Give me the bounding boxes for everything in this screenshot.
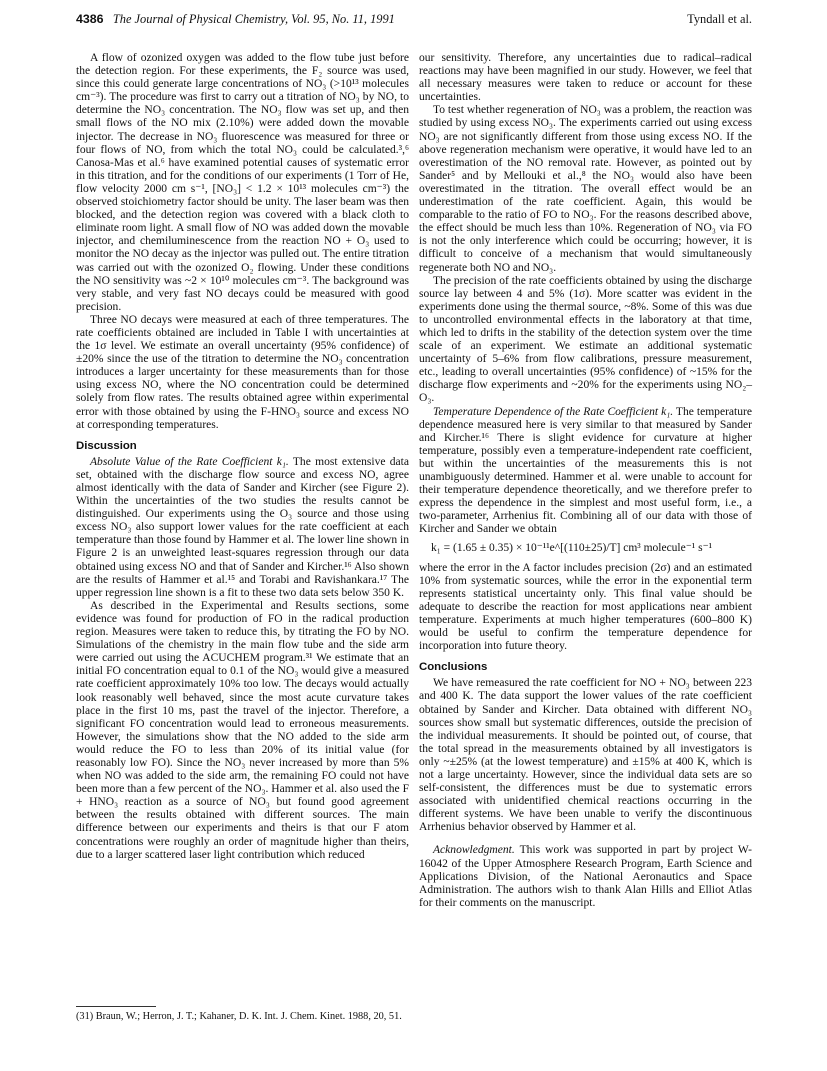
paragraph: Three NO decays were measured at each of three temperatures. The rate coefficients obtained are included in Table I with uncertainties at the 1σ level. We estimate an overall uncertainty (95% confidence) of ±20% since the use of the titration to determine the NO₃ concentration introduces a larger uncertainty for these measurements than for those using excess NO, where the NO concentration could be determined solely from flow rates. The results obtained agree within experimental error with those obtained by using the F-HNO₃ source and excess NO at corresponding temperatures. — [76, 313, 409, 431]
paragraph-text: The temperature dependence measured here is very similar to that measured by Sander and Kircher.¹⁶ There is slight evidence for curvature at higher temperature, possibly even a temperature-independent rate coefficient, but within the uncertainties of the measurements this is not unambiguously determined. Hammer et al. were unable to account for their temperature dependence theoretically, and we therefore prefer to express the dependence in the simplest and most useful form, i.e., a two-parameter, Arrhenius fit. Combining all of our data with those of Kircher and Sander we obtain — [419, 405, 752, 536]
paragraph: our sensitivity. Therefore, any uncertainties due to radical–radical reactions may have been magnified in our study. However, we feel that all necessary measures were taken to reduce or account for these uncertainties. — [419, 52, 752, 104]
conclusions-heading: Conclusions — [419, 661, 488, 674]
acknowledgment — [419, 844, 752, 909]
paragraph — [76, 456, 409, 600]
acknowledgment-text: This work was supported in part by project W-16042 of the Upper Atmosphere Research Program, Earth Science and Applications Division, of the National Aeronautics and Space Administration. The authors wish to thank Alan Hills and Elliot Atlas for their comments on the manuscript. — [419, 844, 752, 909]
arrhenius-equation: k₁ = (1.65 ± 0.35) × 10⁻¹¹e^[(110±25)/T] cm³ molecule⁻¹ s⁻¹ — [431, 542, 713, 555]
subsection-heading: Absolute Value of the Rate Coefficient k₁. — [90, 455, 289, 468]
running-header — [76, 12, 752, 30]
paragraph: where the error in the A factor includes precision (2σ) and an estimated 10% from systematic sources, while the error in the exponential term represents statistical uncertainty only. This final value should be adequate to describe the reaction for most applications near ambient temperature. Experiments at much higher temperatures (600–800 K) would be useful to confirm the temperature dependence for incorporation into future theory. — [419, 561, 752, 653]
paragraph: We have remeasured the rate coefficient for NO + NO₃ between 223 and 400 K. The data support the lower values of the rate coefficient obtained by Sander and Kircher. Data obtained with different NO₃ sources show small but systematic differences, outside the precision of the individual measurements. It should be pointed out, of course, that the total spread in the measurements obtained by all investigators is only ~±25% (at the lowest temperature) and ±15% at 400 K, which is not a large uncertainty. However, since the individual data sets are so self-consistent, the differences must be due to systematic errors associated with unidentified chemical reactions occurring in the different systems. We have been unable to verify the discontinuous Arrhenius behavior observed by Hammer et al. — [419, 677, 752, 834]
running-authors: Tyndall et al. — [687, 12, 752, 26]
footnote: (31) Braun, W.; Herron, J. T.; Kahaner, D. K. Int. J. Chem. Kinet. 1988, 20, 51. — [76, 1011, 402, 1022]
left-column — [76, 52, 409, 862]
right-column — [419, 52, 752, 910]
paragraph — [419, 406, 752, 537]
acknowledgment-heading: Acknowledgment. — [433, 844, 515, 857]
subsection-heading: Temperature Dependence of the Rate Coefficient k₁. — [433, 405, 674, 418]
paragraph-text: The most extensive data set, obtained with the discharge flow source and excess NO, agree almost identically with the data of Sander and Kircher (see Figure 2). Within the uncertainties of the two studies the results cannot be distinguished. Our experiments using the O₃ source and those using excess NO₃ also support lower values for the rate coefficient at each temperature than those found by Hammer et al. The lower line shown in Figure 2 is an unweighted least-squares regression through our data obtained using excess NO and that of Sander and Kircher.¹⁶ Also shown are the results of Hammer et al.¹⁵ and Torabi and Ravishankara.¹⁷ The upper regression line shown is a fit to these two data sets below 350 K. — [76, 455, 409, 599]
footnote-rule — [76, 1006, 156, 1007]
discussion-heading: Discussion — [76, 439, 137, 452]
page-number: 4386 — [76, 12, 104, 26]
journal-title: The Journal of Physical Chemistry, Vol. 95, No. 11, 1991 — [112, 12, 395, 26]
paragraph: A flow of ozonized oxygen was added to the flow tube just before the detection region. For these experiments, the F₂ source was used, since this could generate large concentrations of NO₃ (>10¹³ molecules cm⁻³). The procedure was first to carry out a titration of NO₃ by NO, to determine the NO₃ concentration. The NO₃ flow was set up, and then small flows of the NO mix (2.10%) were added down the movable injector. The decrease in NO₃ fluorescence was measured for three or four flows of NO, from which the total NO₃ could be calculated.³,⁶ Canosa-Mas et al.⁶ have examined potential causes of systematic error in this titration, and for the conditions of our experiments (1 Torr of He, flow velocity 2000 cm s⁻¹, [NO₃] < 1.2 × 10¹³ molecules cm⁻³) the observed stoichiometry factor should be unity. The laser beam was then blocked, and the detection region was covered with a black cloth to eliminate room light. A small flow of NO was added down the movable injector, and chemiluminescence from the reaction NO + O₃ used to monitor the NO decay as the injector was pulled out. The entire titration was carried out with the ozonized O₂ flowing. Under these conditions the NO sensitivity was ~2 × 10¹⁰ molecules cm⁻³. The background was very stable, and very fast NO decays could be measured with good precision. — [76, 52, 409, 313]
paragraph: The precision of the rate coefficients obtained by using the discharge source lay between 4 and 5% (1σ). More scatter was evident in the experiments done using the thermal source, ~8%. Some of this was due to uncontrolled environmental effects in the laboratory at that time, which led to drifts in the stability of the detection system over the time scale of an experiment. We estimate an additional systematic uncertainty of 5–6% from flow calibrations, pressure measurement, etc., leading to overall uncertainties (95% confidence) of ~15% for the discharge flow experiments and ~20% for the experiments using NO₂–O₃. — [419, 274, 752, 405]
paragraph: As described in the Experimental and Results sections, some evidence was found for production of FO in the radical production region. Measures were taken to reduce this, by titrating the FO by NO. Simulations of the chemistry in the main flow tube and the side arm were carried out using the ACUCHEM program.³¹ We estimate that an initial FO concentration equal to 0.1 of the NO₃ would give a measured rate coefficient approximately 10% too low. The decays would actually look reasonably well behaved, since the most acute curvature takes place in the first 10 ms, past the travel of the injector. Therefore, a significant FO concentration would lead to erroneous measurements. However, the simulations show that the NO added to the side arm would reduce the FO to less than 20% of its initial value (for reasonably low FO). Since the NO₃ never increased by more than 5% when NO was added to the side arm, the remaining FO could not have been more than a few percent of the NO₃. Hammer et al. also used the F + HNO₃ reaction as a source of NO₃ but found good agreement between the results obtained with different sources. The main difference between our experiments and theirs is that our F atom concentrations were roughly an order of magnitude higher than theirs, due to a larger scattered laser light contribution which reduced — [76, 599, 409, 861]
paragraph: To test whether regeneration of NO₃ was a problem, the reaction was studied by using excess NO₃. The experiments carried out using excess NO₃ are not significantly different from those using excess NO. If the above regeneration mechanism were operative, it would have led to an overestimation of the NO removal rate. However, as pointed out by Sander⁵ and by Mellouki et al.,⁸ the NO₃ would also have been overestimated in the titration. The overall effect would be an underestimation of the rate coefficient. Again, this would be comparable to the ratio of FO to NO₃. For the reasons described above, the effect should be much less than 10%. Regeneration of NO₃ via FO is not the only interference which could be occurring; however, it is difficult to conceive of a mechanism that would simultaneously regenerate both NO and NO₃. — [419, 104, 752, 274]
